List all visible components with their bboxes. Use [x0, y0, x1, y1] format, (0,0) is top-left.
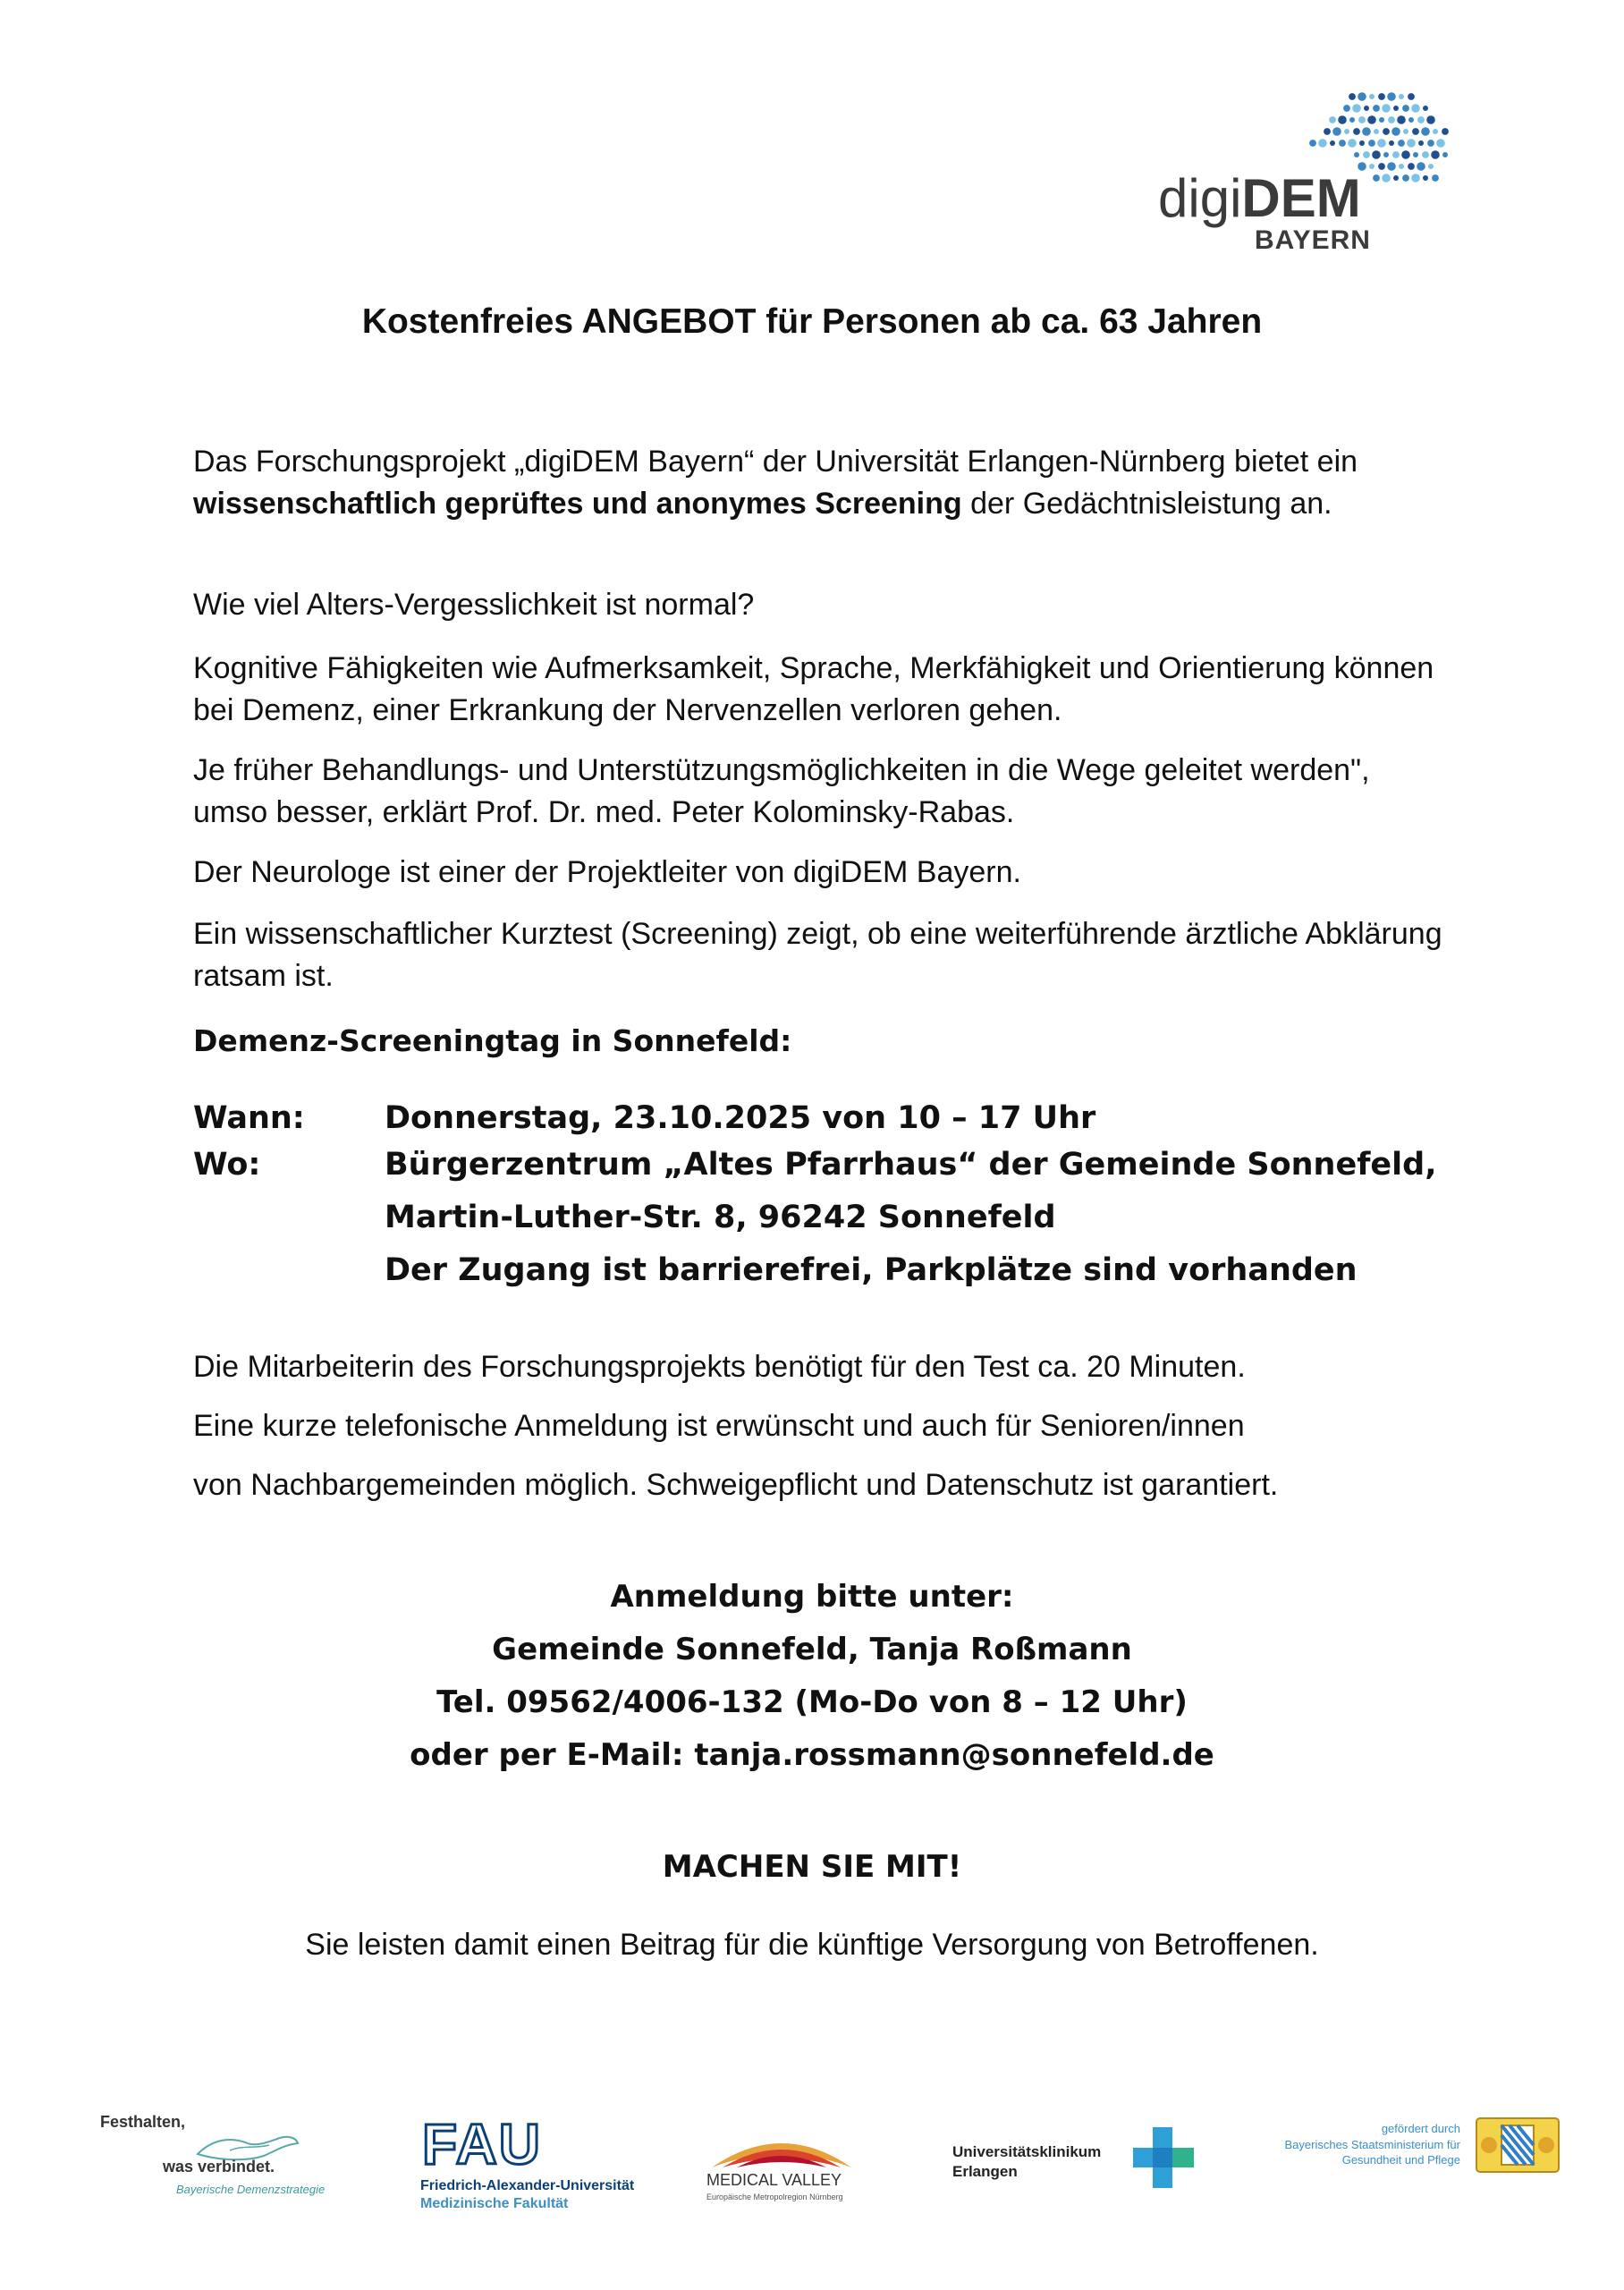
medical-valley-sub: Europäische Metropolregion Nürnberg: [706, 2192, 843, 2201]
uk-erlangen-line-2: Erlangen: [952, 2163, 1018, 2180]
bavarian-coat-of-arms-icon: [1475, 2116, 1561, 2174]
medical-valley-name: MEDICAL VALLEY: [706, 2171, 842, 2189]
registration-email: oder per E-Mail: tanja.rossmann@sonnefeld.de: [410, 1737, 1214, 1773]
fau-logo: [420, 2112, 662, 2214]
intro-paragraph: [193, 441, 1445, 525]
ministry-line-3: Gesundheit und Pflege: [1341, 2153, 1460, 2167]
paragraph-cognitive: Kognitive Fähigkeiten wie Aufmerksamkeit, Sprache, Merkfähigkeit und Orientierung können bei Demenz, einer Erkrankung der Nervenzellen verloren gehen.: [193, 651, 1434, 727]
intro-post: der Gedächtnisleistung an.: [961, 487, 1332, 521]
paragraph-screening-test: Ein wissenschaftlicher Kurztest (Screening) zeigt, ob eine weiterführende ärztliche Abklärung ratsam ist.: [193, 917, 1442, 993]
uk-erlangen-line-1: Universitätsklinikum: [952, 2143, 1102, 2160]
call-to-action: MACHEN SIE MIT!: [662, 1849, 962, 1885]
where-line-1: Bürgerzentrum „Altes Pfarrhaus“ der Gemeinde Sonnefeld,: [385, 1147, 1437, 1183]
paragraph-question: Wie viel Alters-Vergesslichkeit ist normal?: [193, 588, 755, 622]
ministry-line-1: gefördert durch: [1381, 2122, 1460, 2135]
where-line-3: Der Zugang ist barrierefrei, Parkplätze sind vorhanden: [385, 1252, 1358, 1288]
page-title: Kostenfreies ANGEBOT für Personen ab ca. 63 Jahren: [361, 302, 1263, 341]
logo-word-strong: DEM: [1241, 168, 1361, 228]
ministry-logo: [1243, 2111, 1561, 2201]
fau-line-1: Friedrich-Alexander-Universität: [420, 2178, 635, 2193]
intro-strong: wissenschaftlich geprüftes und anonymes Screening: [193, 487, 962, 521]
where-line-2: Martin-Luther-Str. 8, 96242 Sonnefeld: [385, 1200, 1056, 1235]
medical-valley-arc-icon: [710, 2125, 853, 2169]
when-value: Donnerstag, 23.10.2025 von 10 – 17 Uhr: [385, 1100, 1096, 1136]
uk-erlangen-logo: [952, 2127, 1203, 2208]
logo-word-prefix: digi: [1158, 168, 1242, 228]
ministry-line-2: Bayerisches Staatsministerium für: [1284, 2138, 1460, 2151]
registration-heading: Anmeldung bitte unter:: [610, 1579, 1014, 1615]
festhalten-logo: [100, 2113, 342, 2202]
medical-cross-icon: [1133, 2127, 1194, 2188]
details-block: [193, 1337, 1463, 1514]
registration-phone: Tel. 09562/4006-132 (Mo-Do von 8 – 12 Uhr): [436, 1684, 1188, 1720]
paragraph-early-support: Je früher Behandlungs- und Unterstützungsmöglichkeiten in die Wege geleitet werden", umso besser, erklärt Prof. Dr. med. Peter Kolominsky-Rabas.: [193, 753, 1370, 829]
closing-text: Sie leisten damit einen Beitrag für die künftige Versorgung von Betroffenen.: [305, 1928, 1319, 1962]
festhalten-line-3: Bayerische Demenzstrategie: [176, 2183, 326, 2196]
festhalten-line-1: Festhalten,: [100, 2113, 186, 2131]
paragraph-neurologist: Der Neurologe ist einer der Projektleiter von digiDEM Bayern.: [193, 855, 1021, 889]
when-label: Wann:: [193, 1100, 305, 1136]
digidem-logo: [1149, 89, 1480, 255]
logo-wordmark: [1158, 168, 1361, 228]
detail-registration: Eine kurze telefonische Anmeldung ist erwünscht und auch für Senioren/innen: [193, 1409, 1245, 1443]
medical-valley-logo: [706, 2125, 867, 2214]
screening-heading: Demenz-Screeningtag in Sonnefeld:: [193, 1023, 792, 1058]
fau-line-2: Medizinische Fakultät: [420, 2196, 569, 2211]
intro-pre: Das Forschungsprojekt „digiDEM Bayern“ der Universität Erlangen-Nürnberg bietet ein: [193, 445, 1358, 479]
fau-mark: FAU: [422, 2112, 542, 2176]
detail-duration: Die Mitarbeiterin des Forschungsprojekts benötigt für den Test ca. 20 Minuten.: [193, 1350, 1246, 1384]
registration-contact: Gemeinde Sonnefeld, Tanja Roßmann: [492, 1632, 1132, 1667]
registration-block: [0, 1571, 1624, 1782]
logo-region: BAYERN: [1255, 225, 1371, 255]
festhalten-line-2: was verbindet.: [163, 2158, 275, 2176]
where-label: Wo:: [193, 1147, 261, 1183]
detail-privacy: von Nachbargemeinden möglich. Schweigepflicht und Datenschutz ist garantiert.: [193, 1468, 1279, 1502]
